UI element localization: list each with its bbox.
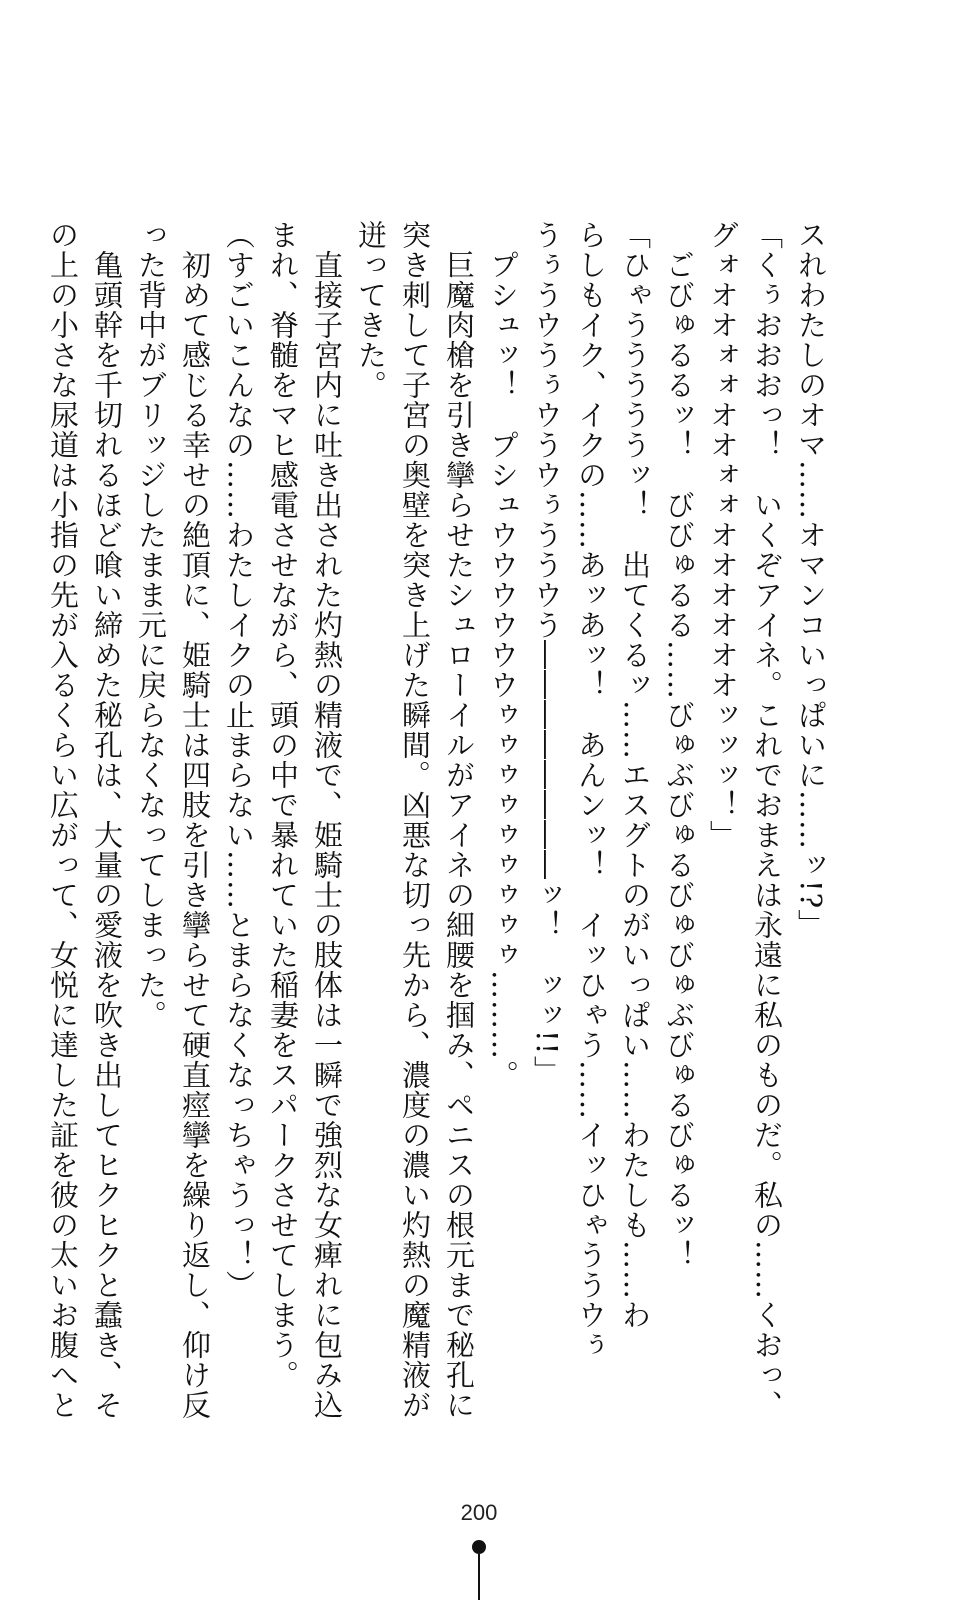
text-line: ごびゅるるッ！ びびゅるる……びゅぶびゅるびゅびゅぶびゅるびゅるッ！ xyxy=(662,220,696,1270)
text-line: 「くぅおおおっ！ いくぞアイネ。これでおまえは永遠に私のものだ。私の……くおっ、 xyxy=(750,220,784,1420)
text-line: 「ひゃうううううッ！ 出てくるッ……エスグトのがいっぱい……わたしも……わ xyxy=(618,220,652,1330)
text-line: 迸ってきた。 xyxy=(354,220,388,400)
text-line: った背中がブリッジしたまま元に戻らなくなってしまった。 xyxy=(134,220,168,1030)
vertical-body-text xyxy=(41,220,833,1420)
page-number: 200 xyxy=(460,1500,498,1525)
page-marker-dot xyxy=(472,1540,486,1554)
text-line: グォオオォォオオォォオオオオオオッッッ！」 xyxy=(706,220,740,850)
text-line: 突き刺して子宮の奥壁を突き上げた瞬間。凶悪な切っ先から、濃度の濃い灼熱の魔精液が xyxy=(398,220,432,1420)
text-line: の上の小さな尿道は小指の先が入るくらい広がって、女悦に達した証を彼の太いお腹へと xyxy=(46,220,80,1420)
text-line: （すごいこんなの……わたしイクの止まらない……とまらなくなっちゃうっ！） xyxy=(222,220,256,1300)
text-line: 巨魔肉槍を引き攣らせたシュローイルがアイネの細腰を掴み、ペニスの根元まで秘孔に xyxy=(442,220,476,1420)
text-line: まれ、脊髄をマヒ感電させながら、頭の中で暴れていた稲妻をスパークさせてしまう。 xyxy=(266,220,300,1390)
text-line: 初めて感じる幸せの絶頂に、姫騎士は四肢を引き攣らせて硬直痙攣を繰り返し、仰け反 xyxy=(178,220,212,1420)
text-line: スれわたしのオマ……オマンコいっぱいに……ッ!?」 xyxy=(794,220,828,940)
text-line: うぅうウうぅウうウぅううウう――――――――ッ！ ッッ!!」 xyxy=(530,220,564,1086)
text-line: 直接子宮内に吐き出された灼熱の精液で、姫騎士の肢体は一瞬で強烈な女痺れに包み込 xyxy=(310,220,344,1420)
page-marker-line xyxy=(478,1554,480,1600)
text-line: プシュッ！ プシュウウウウウウゥゥゥゥゥゥゥゥゥ………。 xyxy=(486,220,520,1090)
text-line: らしもイク、イクの……あッあッ！ あんンッ！ イッひゃう……イッひゃううウぅ xyxy=(574,220,608,1360)
text-line: 亀頭幹を千切れるほど喰い締めた秘孔は、大量の愛液を吹き出してヒクヒクと蠢き、そ xyxy=(90,220,124,1420)
